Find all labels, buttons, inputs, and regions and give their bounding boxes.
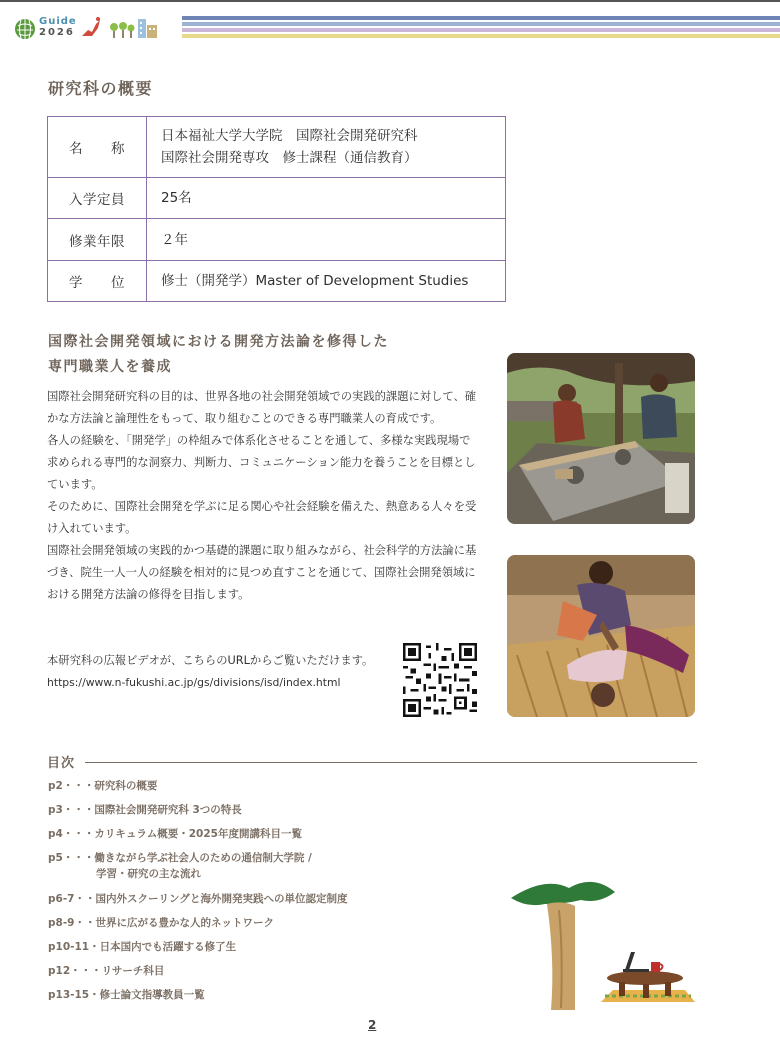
toc-item[interactable]: [48, 941, 236, 954]
toc-item-subtext: 学習・研究の主な流れ: [96, 868, 201, 880]
section-title: 研究科の概要: [48, 79, 154, 98]
toc-item-text: p5・・・働きながら学ぶ社会人のための通信制大学院 /: [48, 852, 312, 864]
header-stripe: [182, 16, 780, 20]
table-label: 入学定員: [48, 178, 147, 219]
toc-item[interactable]: [48, 917, 274, 930]
toc-item-text: p13-15・修士論文指導教員一覧: [48, 989, 205, 1001]
guide-logo: [14, 14, 164, 44]
toc-item[interactable]: [48, 780, 157, 793]
mission-body: [47, 386, 480, 606]
toc-item-text: p6-7・・国内外スクーリングと海外開発実践への単位認定制度: [48, 893, 348, 905]
overview-table: [47, 116, 506, 302]
table-label: 学 位: [48, 261, 147, 302]
table-value: 日本福祉大学大学院 国際社会開発研究科: [161, 128, 418, 144]
toc-item[interactable]: [48, 989, 205, 1002]
header-stripe: [182, 28, 780, 32]
toc-item-text: p2・・・研究科の概要: [48, 780, 158, 792]
header-stripe: [182, 34, 780, 38]
body-paragraph: 各人の経験を、「開発学」の枠組みで体系化させることを通して、多様な実践現場で求められる専門的な洞察力、判断力、コミュニケーション能力を養うことを目標としています。: [47, 434, 476, 491]
page-number: 2: [368, 1018, 377, 1032]
header-stripe: [182, 22, 780, 26]
table-value: 25名: [147, 178, 506, 219]
body-paragraph: 国際社会開発領域の実践的かつ基礎的課題に取り組みながら、社会科学的方法論に基づき、院生一人一人の経験を相対的に見つめ直すことを通じて、国際社会開発領域における開発方法論の修得を目指します。: [47, 544, 477, 601]
mission-heading: [48, 330, 468, 380]
video-url-link[interactable]: https://www.n-fukushi.ac.jp/gs/divisions/isd/index.html: [47, 676, 341, 689]
toc-title: 目次: [47, 756, 76, 771]
field-work-photo: [507, 353, 695, 524]
table-value: 修士（開発学）Master of Development Studies: [147, 261, 506, 302]
toc-item-text: p12・・・リサーチ科目: [48, 965, 165, 977]
toc-item[interactable]: [48, 893, 348, 906]
table-value: 国際社会開発専攻 修士課程（通信教育）: [161, 150, 418, 166]
toc-item[interactable]: [48, 965, 164, 978]
body-paragraph: 国際社会開発研究科の目的は、世界各地の社会開発領域での実践的課題に対して、確かな方法論と論理性をもって、取り組むことのできる専門職業人の育成です。: [47, 390, 477, 425]
table-value: ２年: [147, 219, 506, 261]
logo-motifs-icon: [78, 14, 168, 40]
qr-code-icon[interactable]: [403, 643, 477, 717]
body-paragraph: そのために、国際社会開発を学ぶに足る関心や社会経験を備えた、熱意ある人々を受け入れています。: [47, 500, 477, 535]
video-description: 本研究科の広報ビデオが、こちらのURLからご覧いただけます。: [47, 654, 374, 667]
toc-item[interactable]: [48, 852, 312, 881]
table-row: [48, 219, 506, 261]
mission-heading-line: 国際社会開発領域における開発方法論を修得した: [48, 334, 389, 350]
child-care-photo: [507, 555, 695, 717]
table-row: [48, 117, 506, 178]
toc-item-text: p4・・・カリキュラム概要・2025年度開講科目一覧: [48, 828, 302, 840]
table-label: 名 称: [48, 117, 147, 178]
globe-icon: [14, 18, 36, 40]
top-border-line: [0, 0, 780, 2]
table-row: [48, 261, 506, 302]
mission-heading-line: 専門職業人を養成: [48, 359, 172, 375]
toc-divider: [85, 762, 697, 763]
header-stripes: [182, 16, 780, 40]
toc-item-text: p3・・・国際社会開発研究科 3つの特長: [48, 804, 242, 816]
toc-item-text: p8-9・・世界に広がる豊かな人的ネットワーク: [48, 917, 274, 929]
toc-item[interactable]: [48, 804, 242, 817]
year-label: 2026: [39, 27, 75, 38]
video-info: [47, 651, 387, 693]
baobab-tree-illustration: [505, 870, 700, 1015]
toc-item[interactable]: [48, 828, 302, 841]
guide-label: Guide: [39, 16, 77, 27]
table-label: 修業年限: [48, 219, 147, 261]
toc-item-text: p10-11・日本国内でも活躍する修了生: [48, 941, 237, 953]
table-row: [48, 178, 506, 219]
